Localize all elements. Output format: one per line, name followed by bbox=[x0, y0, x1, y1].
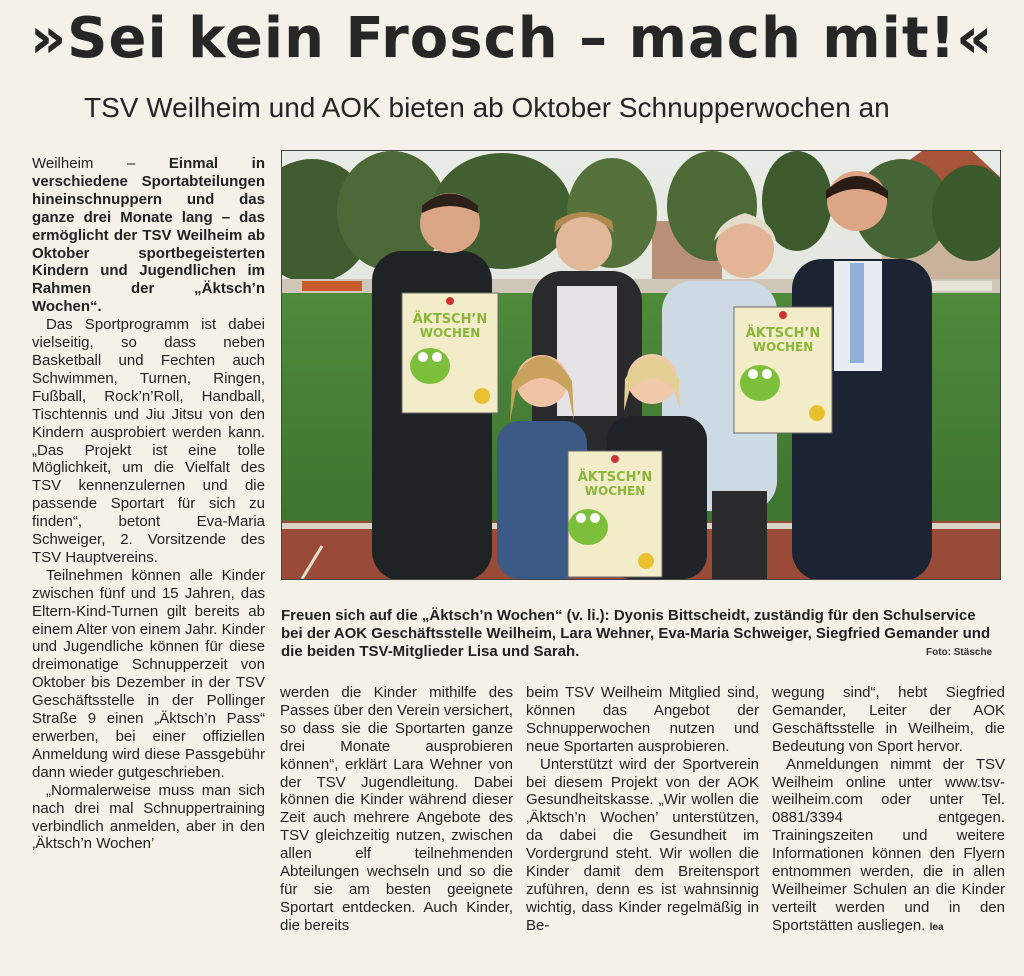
poster-left-title-2: WOCHEN bbox=[419, 326, 481, 340]
paragraph-2: Teilnehmen können alle Kinder zwischen fünf und 15 Jahren, das Eltern-Kind-Turnen gilt bereits ab einem Alter von einem Jahr. Kinder und Jugendliche können für diese dreimonatige Schnupperzeit von Oktober bis Dezember in der TSV Geschäftsstelle in der Pollinger Straße 9 einen „Äktsch’n Pass“ erwerben, bei einer offiziellen Anmeldung wird diese Passgebühr dann wieder gutgeschrieben. bbox=[32, 566, 265, 781]
poster-right bbox=[734, 307, 832, 433]
paragraph-4: Unterstützt wird der Sportverein bei diesem Projekt von der AOK Gesundheitskasse. „Wir wollen die ‚Äktsch’n Wochen’ unterstützen, da dabei die Gesundheit im Vordergrund steht. Wir wollen die Kinder damit dem Breitensport zuführen, denn es ist wahnsinnig wichtig, dass Kinder regelmäßig in Be- bbox=[526, 755, 759, 934]
paragraph-5 bbox=[772, 756, 1005, 937]
paragraph-3-cont: werden die Kinder mithilfe des Passes über den Verein versichert, so dass sie die Sportarten ganze drei Monate ausprobieren können“, erklärt Lara Wehner von der TSV Jugendleitung. Dabei können die Kinder während dieser Zeit auch mehrere Angebote des TSV gleichzeitig nutzen, zwischen allen elf teilnehmenden Abteilungen wechseln und so die für sie am besten geeignete Sportart entdecken. Auch Kinder, die bereits bbox=[280, 684, 513, 934]
article-column-4 bbox=[772, 684, 1005, 937]
paragraph-4-end: wegung sind“, hebt Siegfried Gemander, Leiter der AOK Geschäftsstelle in Weilheim, die Bedeutung von Sport hervor. bbox=[772, 684, 1005, 755]
poster-left-title-1: ÄKTSCH’N bbox=[412, 312, 488, 327]
paragraph-3-start: „Normalerweise muss man sich nach drei mal Schnuppertraining verbindlich anmelden, aber in den ‚Äktsch’n Wochen’ bbox=[32, 781, 265, 853]
photo-illustration bbox=[282, 151, 1000, 579]
poster-left bbox=[402, 293, 498, 413]
article-photo bbox=[281, 150, 1001, 580]
poster-center-title-2: WOCHEN bbox=[584, 484, 646, 498]
photo-caption: Freuen sich auf die „Äktsch’n Wochen“ (v. li.): Dyonis Bittscheidt, zuständig für den Schulservice bei der AOK Geschäftsstelle Weilheim, Lara Wehner, Eva-Maria Schweiger, Siegfried Gemander und die beiden TSV-Mitglieder Lisa und Sarah. bbox=[281, 607, 991, 660]
paragraph-1: Das Sportprogramm ist dabei vielseitig, so dass neben Basketball und Fechten auch Schwimmen, Turnen, Ringen, Fußball, Rock’n’Roll, Handball, Tischtennis und Jiu Jitsu von den Kindern ausprobiert werden kann. „Das Projekt ist eine tolle Möglichkeit, um die Vielfalt des TSV kennenzulernen und die passende Sportart für sich zu finden“, betont Eva-Maria Schweiger, 2. Vorsitzende des TSV Hauptvereins. bbox=[32, 316, 265, 566]
article-column-1 bbox=[32, 155, 265, 853]
headline: »Sei kein Frosch – mach mit!« bbox=[30, 6, 994, 71]
article-column-3 bbox=[526, 684, 759, 935]
poster-right-title-1: ÄKTSCH’N bbox=[745, 326, 821, 341]
poster-right-title-2: WOCHEN bbox=[752, 340, 814, 354]
lead-text: Einmal in verschiedene Sportabteilungen hineinschnuppern und das ganze drei Monate lang – das ermöglicht der TSV Weilheim ab Oktober sportbegeisterten Kindern und Jugendlichen im Rahmen der „Äktsch’n Wochen“. bbox=[32, 155, 265, 316]
lead-paragraph bbox=[32, 155, 265, 316]
poster-center-title-1: ÄKTSCH’N bbox=[577, 470, 653, 485]
paragraph-3-end: beim TSV Weilheim Mitglied sind, können das Angebot der Schnupperwochen nutzen und neue Sportarten ausprobieren. bbox=[526, 684, 759, 755]
photo-credit: Foto: Stäsche bbox=[926, 647, 993, 658]
paragraph-5-text: Anmeldungen nimmt der TSV Weilheim online unter www.tsv-weilheim.com oder unter Tel. 0881/3394 entgegen. Trainingszeiten und weitere Informationen können den Flyern entnommen werden, die in allen Weilheimer Schulen an die Kinder verteilt werden und in den Sportstätten ausliegen. bbox=[772, 755, 1005, 934]
author-signature: lea bbox=[929, 921, 944, 933]
subheadline: TSV Weilheim und AOK bieten ab Oktober Schnupperwochen an bbox=[84, 92, 890, 123]
dateline: Weilheim – bbox=[32, 155, 169, 172]
poster-center bbox=[568, 451, 662, 577]
article-column-2 bbox=[280, 684, 513, 935]
